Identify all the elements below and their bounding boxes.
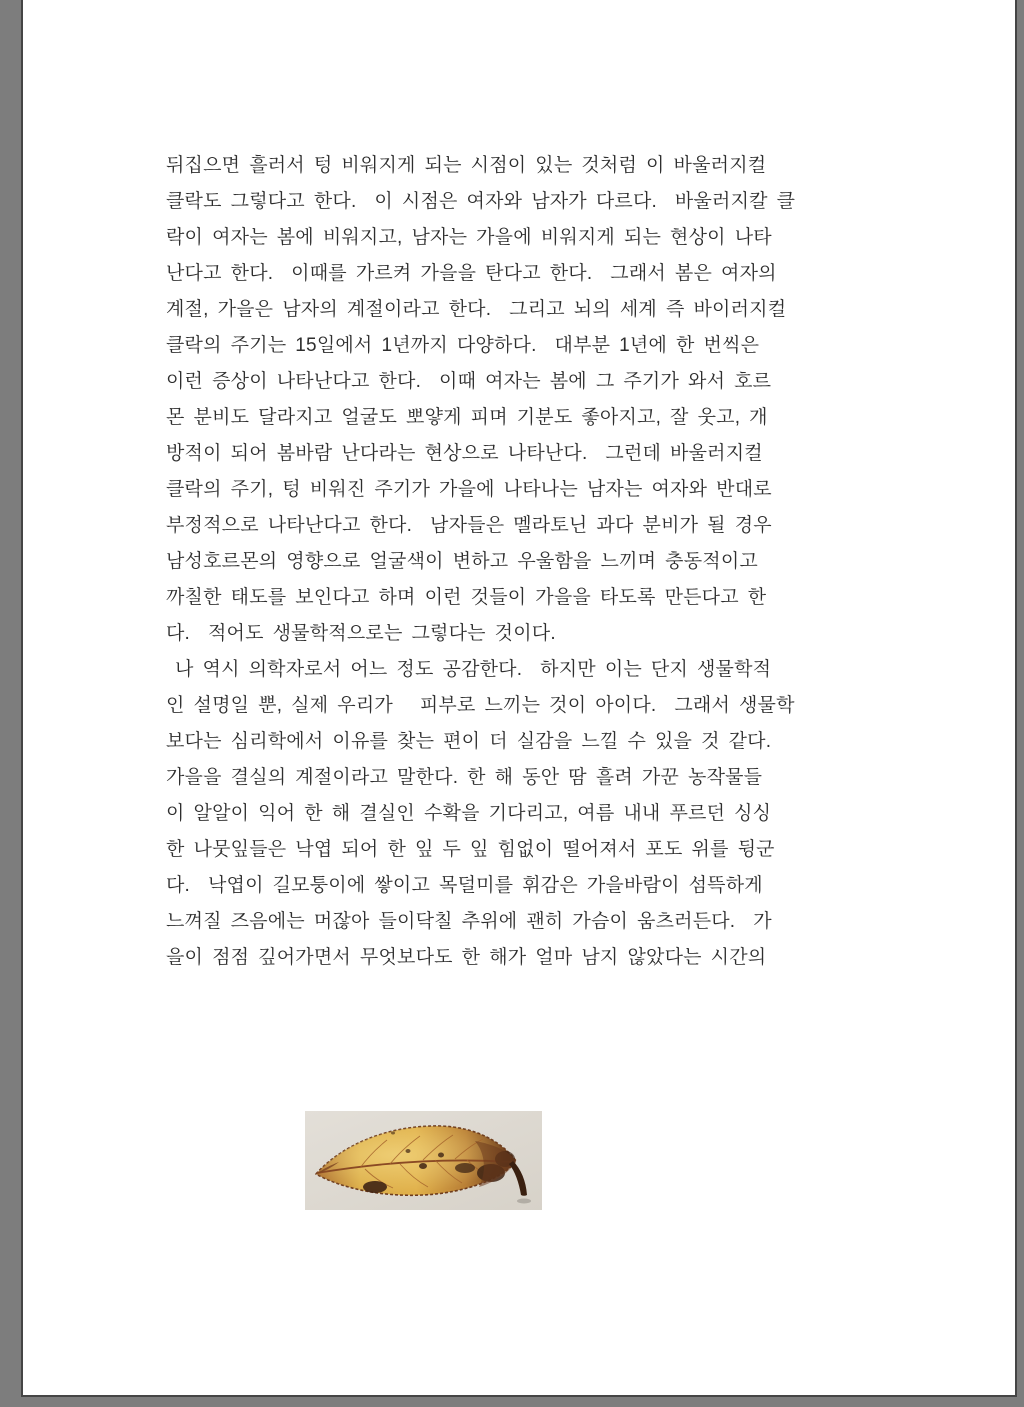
text-line: 뒤집으면 흘러서 텅 비워지게 되는 시점이 있는 것처럼 이 바울러지컬 bbox=[166, 155, 767, 176]
text-line: 클락도 그렇다고 한다. 이 시점은 여자와 남자가 다르다. 바울러지칼 클 bbox=[166, 191, 796, 212]
text-line: 가을을 결실의 계절이라고 말한다. 한 해 동안 땀 흘려 가꾼 농작물들 bbox=[166, 767, 763, 788]
text-line: 방적이 되어 봄바람 난다라는 현상으로 나타난다. 그런데 바울러지컬 bbox=[166, 443, 763, 464]
body-text bbox=[166, 148, 826, 976]
text-line: 다. 적어도 생물학적으로는 그렇다는 것이다. bbox=[166, 623, 556, 644]
autumn-leaf-image bbox=[305, 1111, 542, 1210]
text-line: 난다고 한다. 이때를 가르켜 가을을 탄다고 한다. 그래서 봄은 여자의 bbox=[166, 263, 777, 284]
text-line: 나 역시 의학자로서 어느 정도 공감한다. 하지만 이는 단지 생물학적 bbox=[166, 659, 772, 680]
text-line: 을이 점점 깊어가면서 무엇보다도 한 해가 얼마 남지 않았다는 시간의 bbox=[166, 947, 767, 968]
text-line: 이런 증상이 나타난다고 한다. 이때 여자는 봄에 그 주기가 와서 호르 bbox=[166, 371, 772, 392]
text-line: 클락의 주기, 텅 비워진 주기가 가을에 나타나는 남자는 여자와 반대로 bbox=[166, 479, 772, 500]
text-line: 부정적으로 나타난다고 한다. 남자들은 멜라토닌 과다 분비가 될 경우 bbox=[166, 515, 772, 536]
text-line: 이 알알이 익어 한 해 결실인 수확을 기다리고, 여름 내내 푸르던 싱싱 bbox=[166, 803, 772, 824]
text-line: 남성호르몬의 영향으로 얼굴색이 변하고 우울함을 느끼며 충동적이고 bbox=[166, 551, 758, 572]
text-line: 다. 낙엽이 길모퉁이에 쌓이고 목덜미를 휘감은 가을바람이 섬뜩하게 bbox=[166, 875, 763, 896]
text-line: 까칠한 태도를 보인다고 하며 이런 것들이 가을을 타도록 만든다고 한 bbox=[166, 587, 767, 608]
text-line: 인 설명일 뿐, 실제 우리가 피부로 느끼는 것이 아이다. 그래서 생물학 bbox=[166, 695, 795, 716]
document-page bbox=[21, 0, 1017, 1397]
text-line: 락이 여자는 봄에 비워지고, 남자는 가을에 비워지게 되는 현상이 나타 bbox=[166, 227, 772, 248]
text-line: 보다는 심리학에서 이유를 찾는 편이 더 실감을 느낄 수 있을 것 같다. bbox=[166, 731, 772, 752]
text-line: 계절, 가을은 남자의 계절이라고 한다. 그리고 뇌의 세계 즉 바이러지컬 bbox=[166, 299, 787, 320]
text-line: 클락의 주기는 15일에서 1년까지 다양하다. 대부분 1년에 한 번씩은 bbox=[166, 335, 760, 356]
autumn-leaf-photo bbox=[305, 1111, 542, 1210]
text-line: 느껴질 즈음에는 머잖아 들이닥칠 추위에 괜히 가슴이 움츠러든다. 가 bbox=[166, 911, 772, 932]
text-line: 몬 분비도 달라지고 얼굴도 뽀얗게 피며 기분도 좋아지고, 잘 웃고, 개 bbox=[166, 407, 768, 428]
text-line: 한 나뭇잎들은 낙엽 되어 한 잎 두 잎 힘없이 떨어져서 포도 위를 뒹군 bbox=[166, 839, 775, 860]
